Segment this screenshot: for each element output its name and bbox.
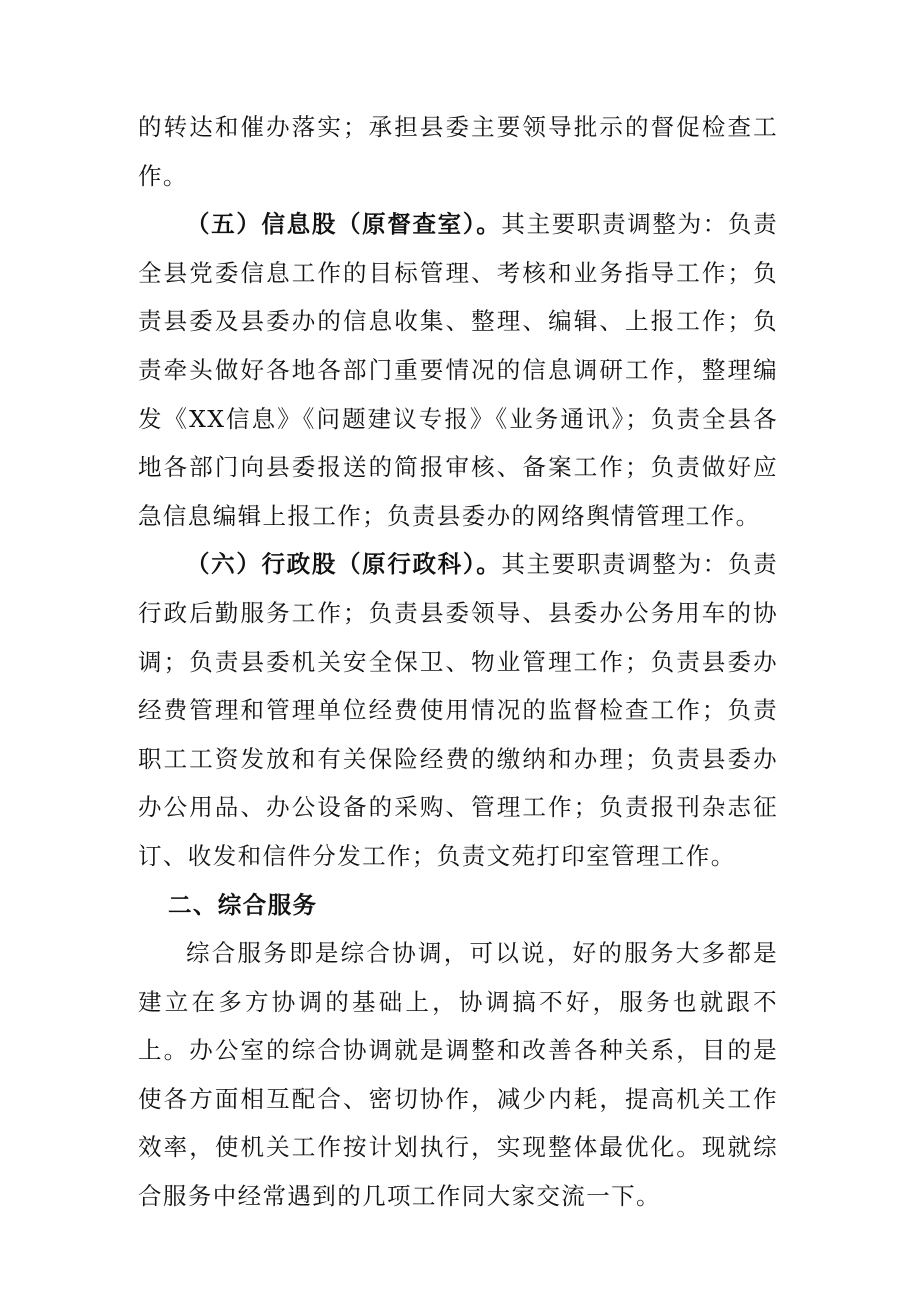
paragraph-continuation (138, 103, 778, 200)
subsection-heading-administration: （六）行政股（原行政科）。 (186, 550, 502, 579)
paragraph-information-section (138, 200, 778, 540)
paragraph-text: 其主要职责调整为：负责全县党委信息工作的目标管理、考核和业务指导工作；负责县委及县委办的信息收集、整理、编辑、上报工作；负责牵头做好各地各部门重要情况的信息调研工作，整理编发《XX信息》《问题建议专报》《业务通讯》；负责全县各地各部门向县委报送的简报审核、备案工作；负责做好应急信息编辑上报工作；负责县委办的网络舆情管理工作。 (138, 210, 778, 530)
paragraph-text: 综合服务即是综合协调，可以说，好的服务大多都是建立在多方协调的基础上，协调搞不好，服务也就跟不上。办公室的综合协调就是调整和改善各种关系，目的是使各方面相互配合、密切协作，减少内耗，提高机关工作效率，使机关工作按计划执行，实现整体最优化。现就综合服务中经常遇到的几项工作同大家交流一下。 (138, 939, 778, 1211)
paragraph-text: 其主要职责调整为：负责行政后勤服务工作；负责县委领导、县委办公务用车的协调；负责县委机关安全保卫、物业管理工作；负责县委办经费管理和管理单位经费使用情况的监督检查工作；负责职工工资发放和有关保险经费的缴纳和办理；负责县委办办公用品、办公设备的采购、管理工作；负责报刊杂志征订、收发和信件分发工作；负责文苑打印室管理工作。 (138, 550, 778, 870)
paragraph-administration-section (138, 540, 778, 880)
paragraph-text: 的转达和催办落实；承担县委主要领导批示的督促检查工作。 (138, 113, 778, 190)
subsection-heading-information: （五）信息股（原督查室）。 (186, 210, 502, 239)
paragraph-comprehensive-service (138, 929, 778, 1221)
document-page (138, 103, 778, 1221)
section-heading-comprehensive-service: 二、综合服务 (168, 890, 318, 919)
